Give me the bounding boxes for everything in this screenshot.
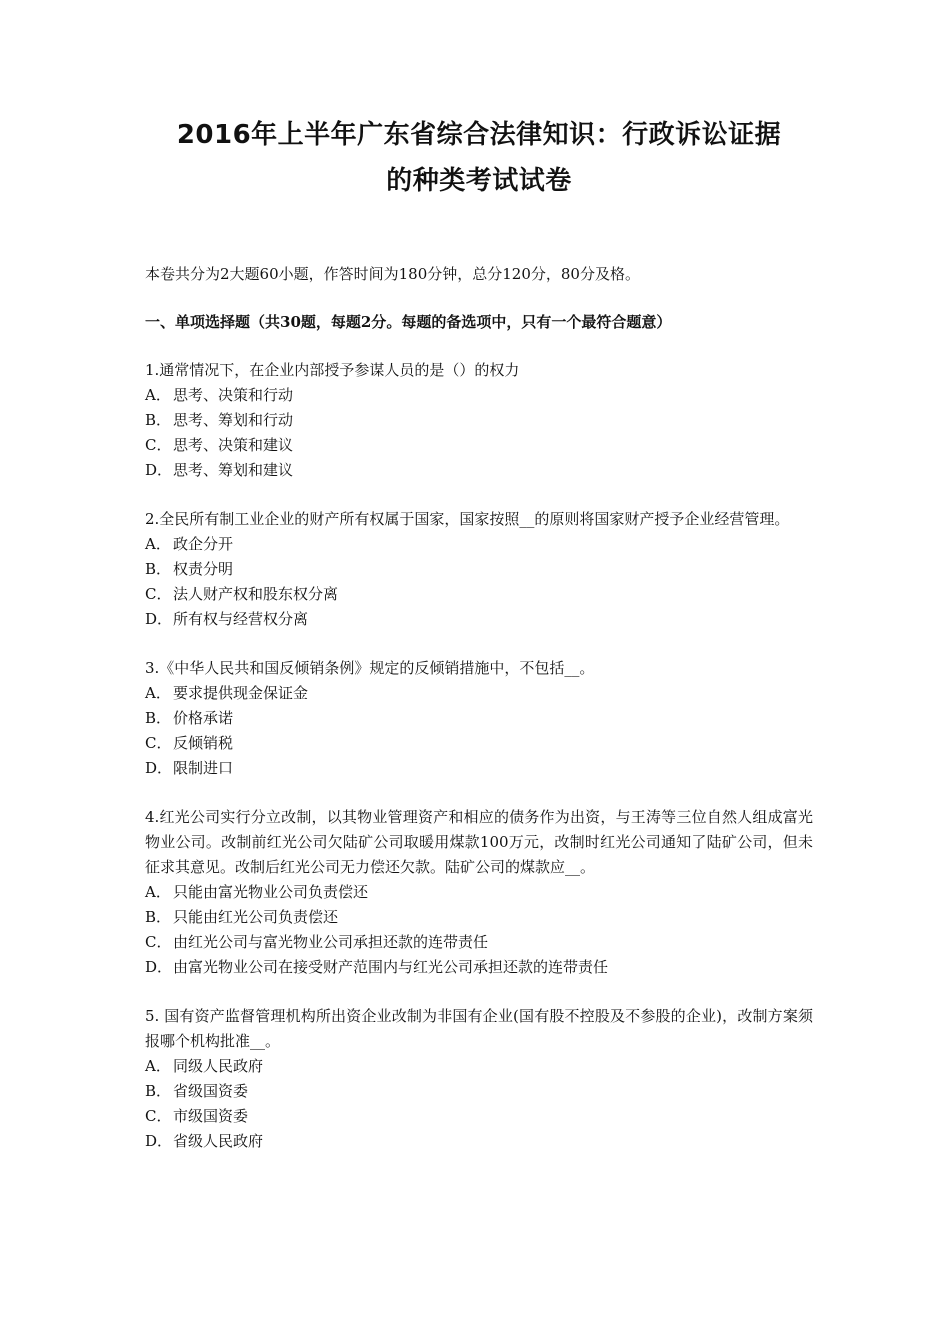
option-text: 反倾销税	[173, 734, 234, 752]
question-5	[145, 1004, 813, 1154]
option-d	[145, 756, 813, 781]
option-text: 由红光公司与富光物业公司承担还款的连带责任	[173, 933, 489, 951]
option-b	[145, 557, 813, 582]
option-letter: D．	[145, 610, 173, 628]
option-a	[145, 383, 813, 408]
option-letter: A．	[145, 684, 171, 702]
option-c	[145, 930, 813, 955]
option-letter: A．	[145, 535, 171, 553]
option-letter: D．	[145, 958, 173, 976]
option-c	[145, 433, 813, 458]
option-letter: C．	[145, 734, 172, 752]
question-list	[145, 358, 813, 1154]
option-text: 由富光物业公司在接受财产范围内与红光公司承担还款的连带责任	[173, 958, 609, 976]
option-text: 只能由红光公司负责偿还	[173, 908, 339, 926]
option-text: 限制进口	[173, 759, 234, 777]
option-letter: A．	[145, 883, 171, 901]
option-d	[145, 458, 813, 483]
option-d	[145, 1129, 813, 1154]
option-letter: C．	[145, 933, 172, 951]
option-letter: A．	[145, 386, 171, 404]
option-letter: C．	[145, 1107, 172, 1125]
option-text: 思考、决策和建议	[173, 436, 294, 454]
option-a	[145, 532, 813, 557]
option-letter: C．	[145, 436, 172, 454]
title-line-1: 2016年上半年广东省综合法律知识：行政诉讼证据	[176, 120, 782, 150]
option-list	[145, 532, 813, 632]
option-text: 同级人民政府	[173, 1057, 264, 1075]
option-c	[145, 1104, 813, 1129]
question-3	[145, 656, 813, 781]
option-text: 市级国资委	[173, 1107, 249, 1125]
option-text: 法人财产权和股东权分离	[173, 585, 339, 603]
document-title	[145, 0, 813, 204]
option-list	[145, 383, 813, 483]
option-text: 思考、筹划和建议	[173, 461, 294, 479]
question-4	[145, 805, 813, 980]
option-letter: B．	[145, 411, 172, 429]
option-text: 只能由富光物业公司负责偿还	[173, 883, 369, 901]
option-d	[145, 607, 813, 632]
option-letter: C．	[145, 585, 172, 603]
option-b	[145, 905, 813, 930]
option-letter: D．	[145, 461, 173, 479]
option-letter: A．	[145, 1057, 171, 1075]
option-letter: D．	[145, 759, 173, 777]
option-text: 政企分开	[173, 535, 234, 553]
option-c	[145, 582, 813, 607]
option-letter: D．	[145, 1132, 173, 1150]
option-text: 思考、筹划和行动	[173, 411, 294, 429]
option-b	[145, 706, 813, 731]
option-letter: B．	[145, 709, 172, 727]
option-d	[145, 955, 813, 980]
option-list	[145, 1054, 813, 1154]
option-text: 所有权与经营权分离	[173, 610, 309, 628]
option-text: 价格承诺	[173, 709, 234, 727]
option-letter: B．	[145, 1082, 172, 1100]
document-page	[145, 0, 813, 1154]
question-stem: 4.红光公司实行分立改制，以其物业管理资产和相应的债务作为出资，与王涛等三位自然人组成富光物业公司。改制前红光公司欠陆矿公司取暖用煤款100万元，改制时红光公司通知了陆矿公司，但未征求其意见。改制后红光公司无力偿还欠款。陆矿公司的煤款应__。	[145, 808, 813, 876]
option-a	[145, 681, 813, 706]
option-b	[145, 408, 813, 433]
question-1	[145, 358, 813, 483]
option-b	[145, 1079, 813, 1104]
exam-intro: 本卷共分为2大题60小题，作答时间为180分钟，总分120分，80分及格。	[145, 265, 640, 283]
option-c	[145, 731, 813, 756]
option-text: 省级人民政府	[173, 1132, 264, 1150]
option-text: 要求提供现金保证金	[173, 684, 309, 702]
question-2	[145, 507, 813, 632]
option-text: 思考、决策和行动	[173, 386, 294, 404]
section-heading: 一、单项选择题（共30题，每题2分。每题的备选项中，只有一个最符合题意）	[145, 313, 672, 331]
option-letter: B．	[145, 908, 172, 926]
option-a	[145, 1054, 813, 1079]
option-letter: B．	[145, 560, 172, 578]
option-text: 省级国资委	[173, 1082, 249, 1100]
question-stem: 3.《中华人民共和国反倾销条例》规定的反倾销措施中，不包括__。	[145, 659, 595, 677]
question-stem: 2.全民所有制工业企业的财产所有权属于国家，国家按照__的原则将国家财产授予企业经营管理。	[145, 510, 790, 528]
title-line-2: 的种类考试试卷	[386, 166, 572, 196]
option-text: 权责分明	[173, 560, 234, 578]
question-stem: 5. 国有资产监督管理机构所出资企业改制为非国有企业(国有股不控股及不参股的企业)，改制方案须报哪个机构批准__。	[145, 1007, 813, 1050]
option-list	[145, 681, 813, 781]
option-a	[145, 880, 813, 905]
option-list	[145, 880, 813, 980]
question-stem: 1.通常情况下，在企业内部授予参谋人员的是（）的权力	[145, 361, 520, 379]
